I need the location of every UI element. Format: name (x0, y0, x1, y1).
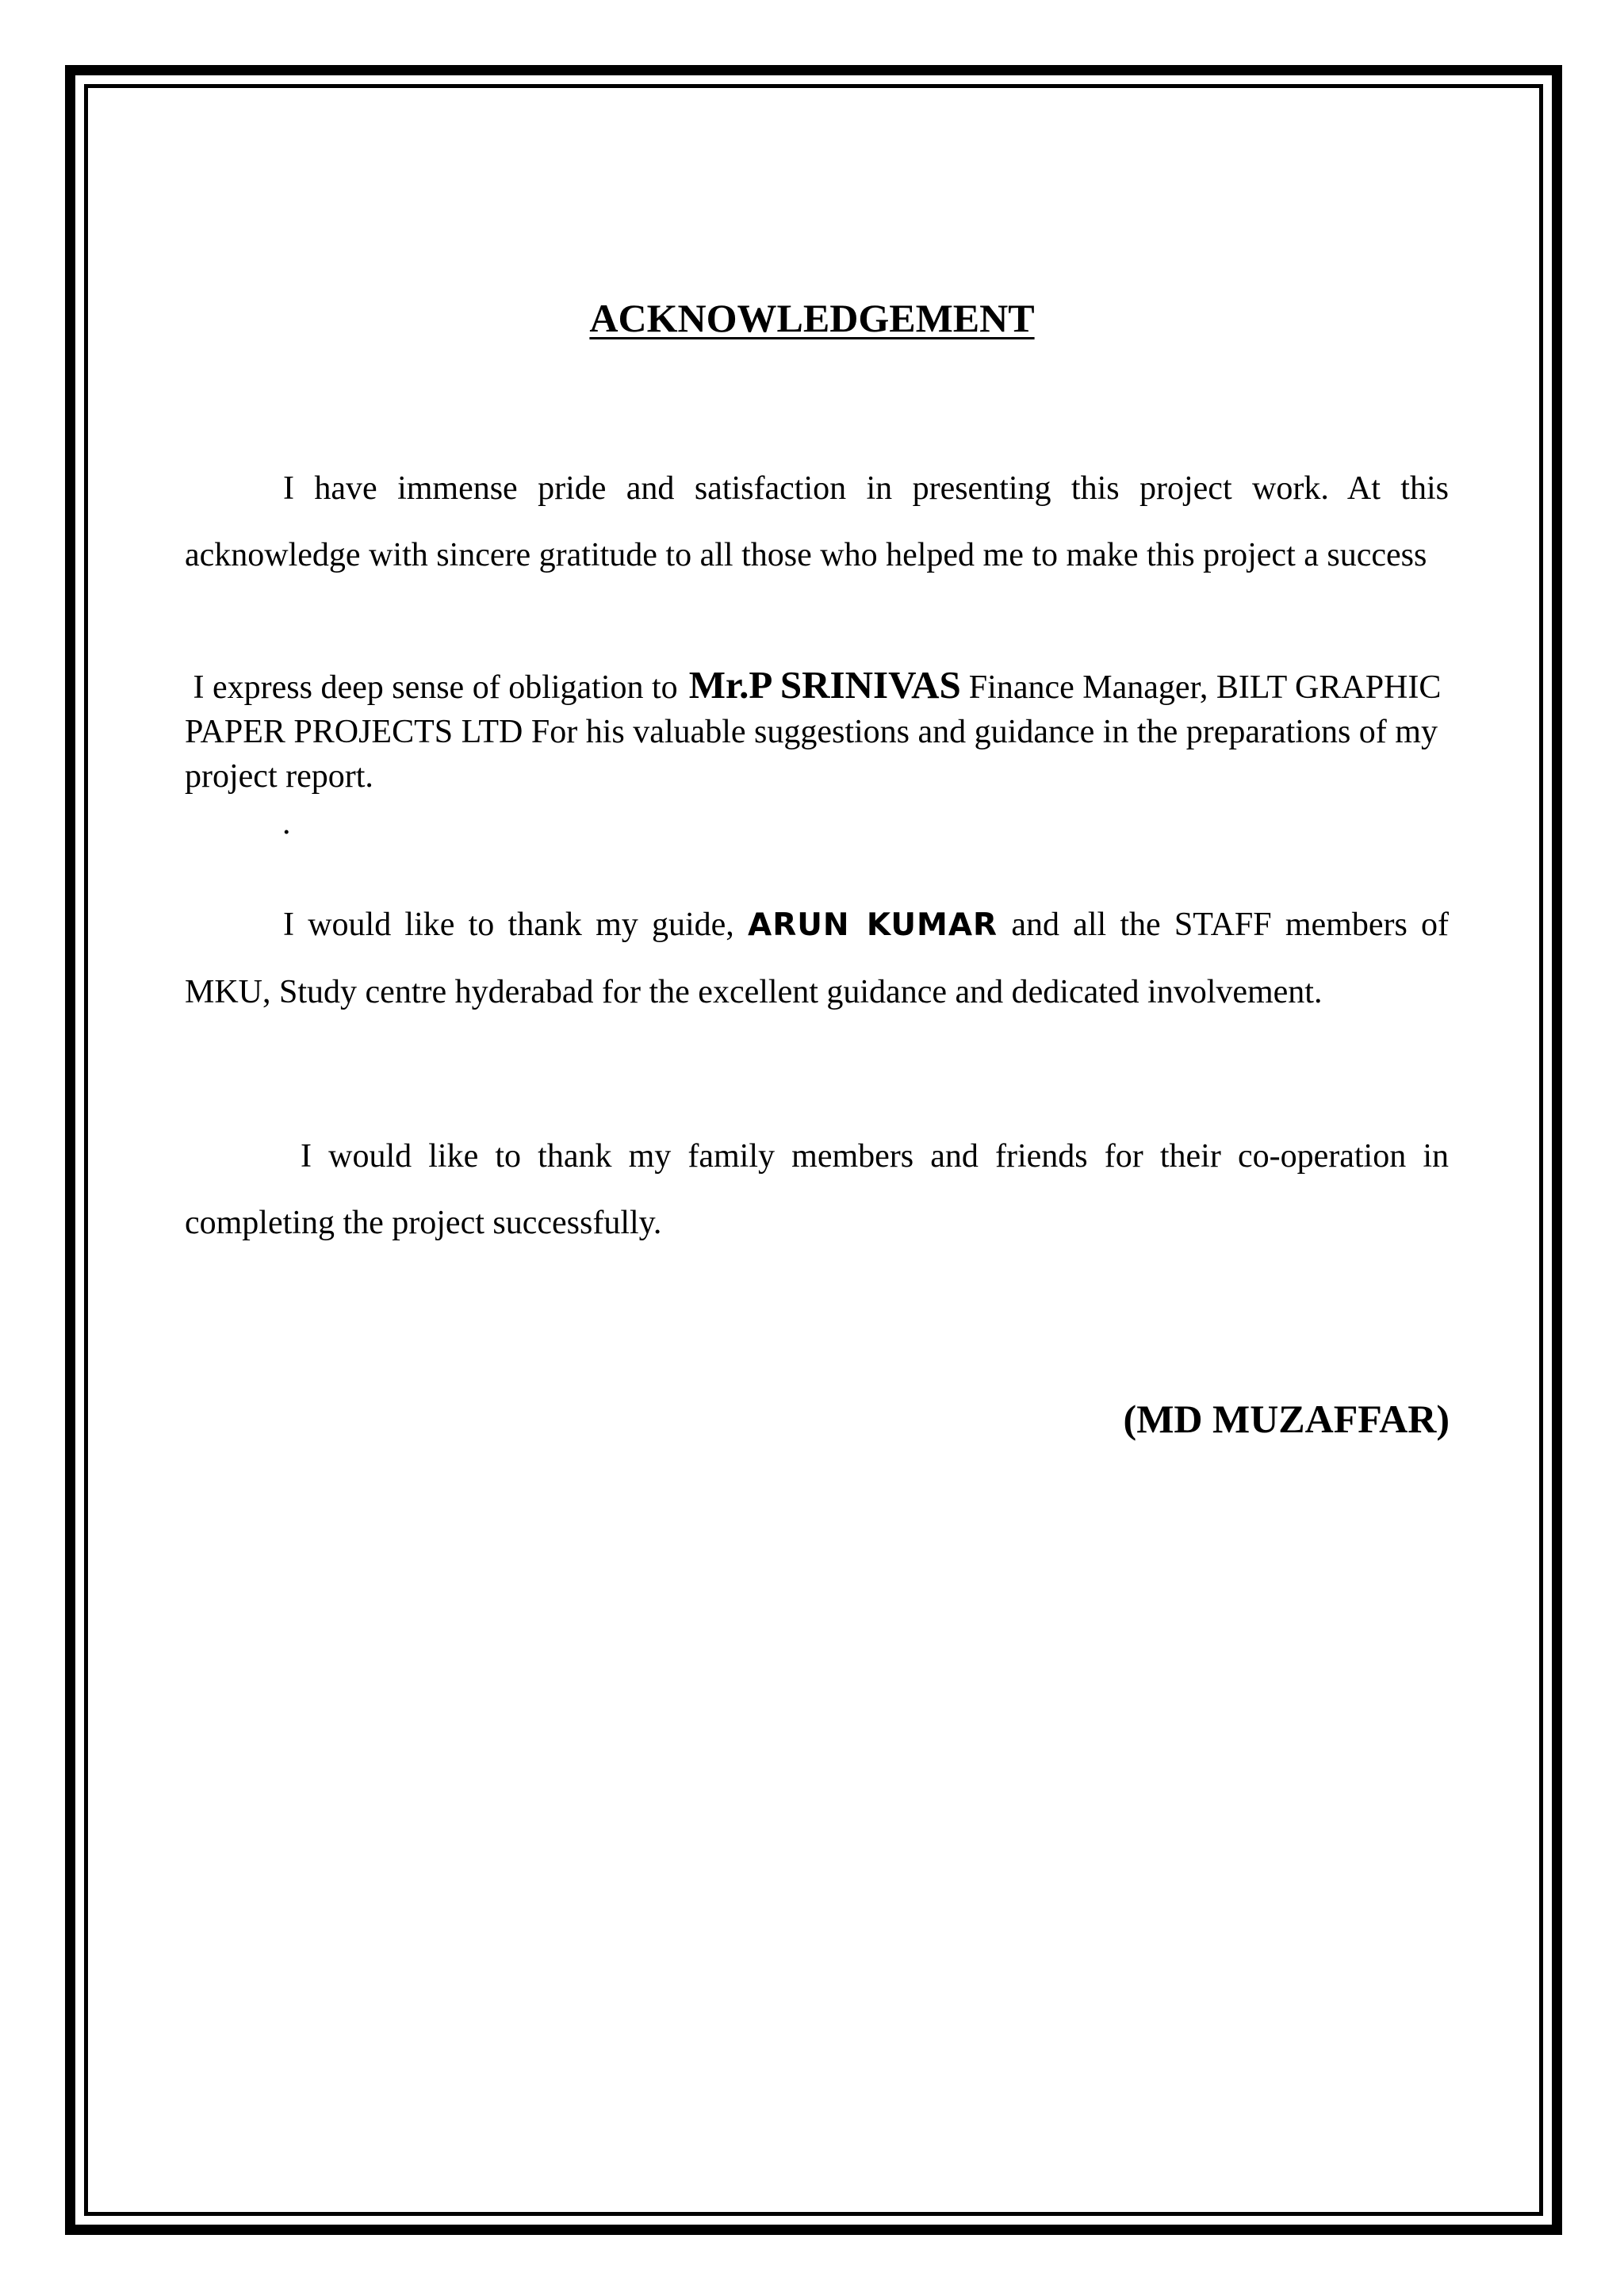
paragraph-guide (185, 891, 1449, 1025)
paragraph-obligation (185, 663, 1449, 799)
signature: (MD MUZAFFAR) (1123, 1397, 1450, 1441)
finance-manager-name: Mr.P SRINIVAS (688, 663, 961, 707)
page-title: ACKNOWLEDGEMENT (589, 296, 1035, 340)
paragraph-guide-intro: I would like to thank my guide, (283, 907, 734, 943)
paragraph-family-text: I would like to thank my family members and friends for their co-operation in completing the project successfully. (185, 1138, 1449, 1241)
paragraph-pride-text: I have immense pride and satisfaction in presenting this project work. At this acknowledge with sincere gratitude to all those who helped me to make this project a success (185, 470, 1449, 573)
paragraph-pride (185, 455, 1449, 588)
guide-name: ARUN KUMAR (748, 907, 998, 943)
paragraph-obligation-intro: I express deep sense of obligation to (193, 669, 678, 706)
paragraph-guide-rest: and all the STAFF members of MKU, Study centre hyderabad for the excellent guidance and dedicated involvement. (185, 907, 1450, 1010)
stray-dot: . (282, 805, 291, 841)
paragraph-obligation-rest: Finance Manager, BILT GRAPHIC PAPER PROJECTS LTD For his valuable suggestions and guidance in the preparations of my project report. (185, 669, 1442, 795)
paragraph-family (185, 1123, 1449, 1256)
